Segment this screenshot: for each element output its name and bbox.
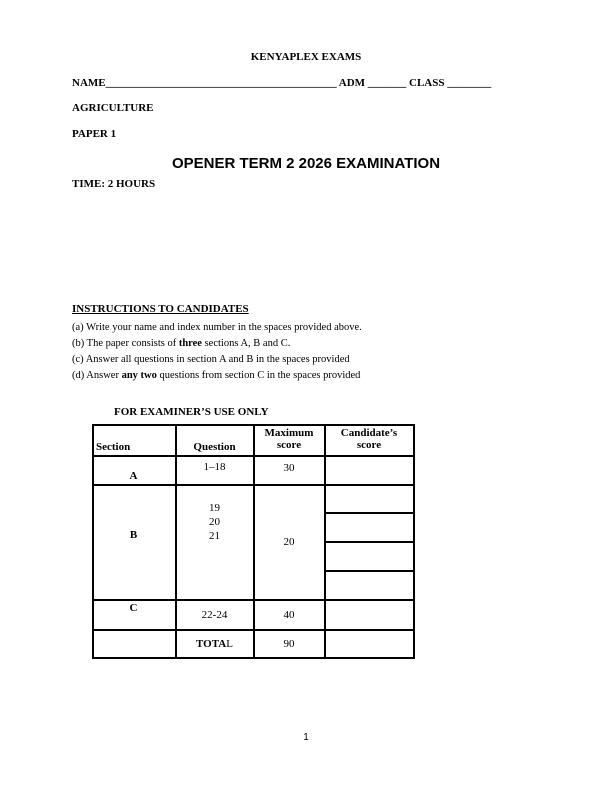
section-a-max-score: 30 [283, 462, 295, 474]
exam-time: TIME: 2 HOURS [72, 178, 156, 190]
section-a-questions: 1–18 [203, 461, 226, 473]
section-b-max-score: 20 [283, 536, 295, 548]
page-number: 1 [303, 732, 309, 743]
total-max-score: 90 [283, 638, 295, 650]
total-label: TOTAL [196, 638, 233, 650]
section-c-label: C [129, 602, 138, 614]
paper-number: PAPER 1 [72, 128, 117, 140]
section-c-max-score: 40 [283, 609, 295, 621]
header-candidate-score: Candidate’s score [340, 427, 398, 451]
section-b-questions: 19 20 21 [209, 502, 220, 542]
instruction-item: (b) The paper consists of three sections A, B and C. [72, 338, 291, 349]
exam-title: OPENER TERM 2 2026 EXAMINATION [171, 155, 441, 172]
instructions-heading: INSTRUCTIONS TO CANDIDATES [72, 303, 249, 315]
instruction-item: (d) Answer any two questions from section C in the spaces provided [72, 370, 361, 381]
name-adm-class-line: NAME__________________________________________ ADM _______ CLASS ________ [72, 77, 492, 89]
header-section: Section [96, 441, 131, 453]
instruction-item: (c) Answer all questions in section A and B in the spaces provided [72, 354, 350, 365]
instruction-item: (a) Write your name and index number in the spaces provided above. [72, 322, 362, 333]
header-question: Question [193, 441, 236, 453]
section-b-label: B [129, 529, 138, 541]
header-max-score: Maximum score [264, 427, 314, 451]
section-c-questions: 22-24 [201, 609, 228, 621]
exam-organization: KENYAPLEX EXAMS [250, 51, 362, 63]
subject-title: AGRICULTURE [72, 102, 154, 114]
section-a-label: A [129, 470, 138, 482]
examiner-use-heading: FOR EXAMINER’S USE ONLY [114, 406, 269, 418]
